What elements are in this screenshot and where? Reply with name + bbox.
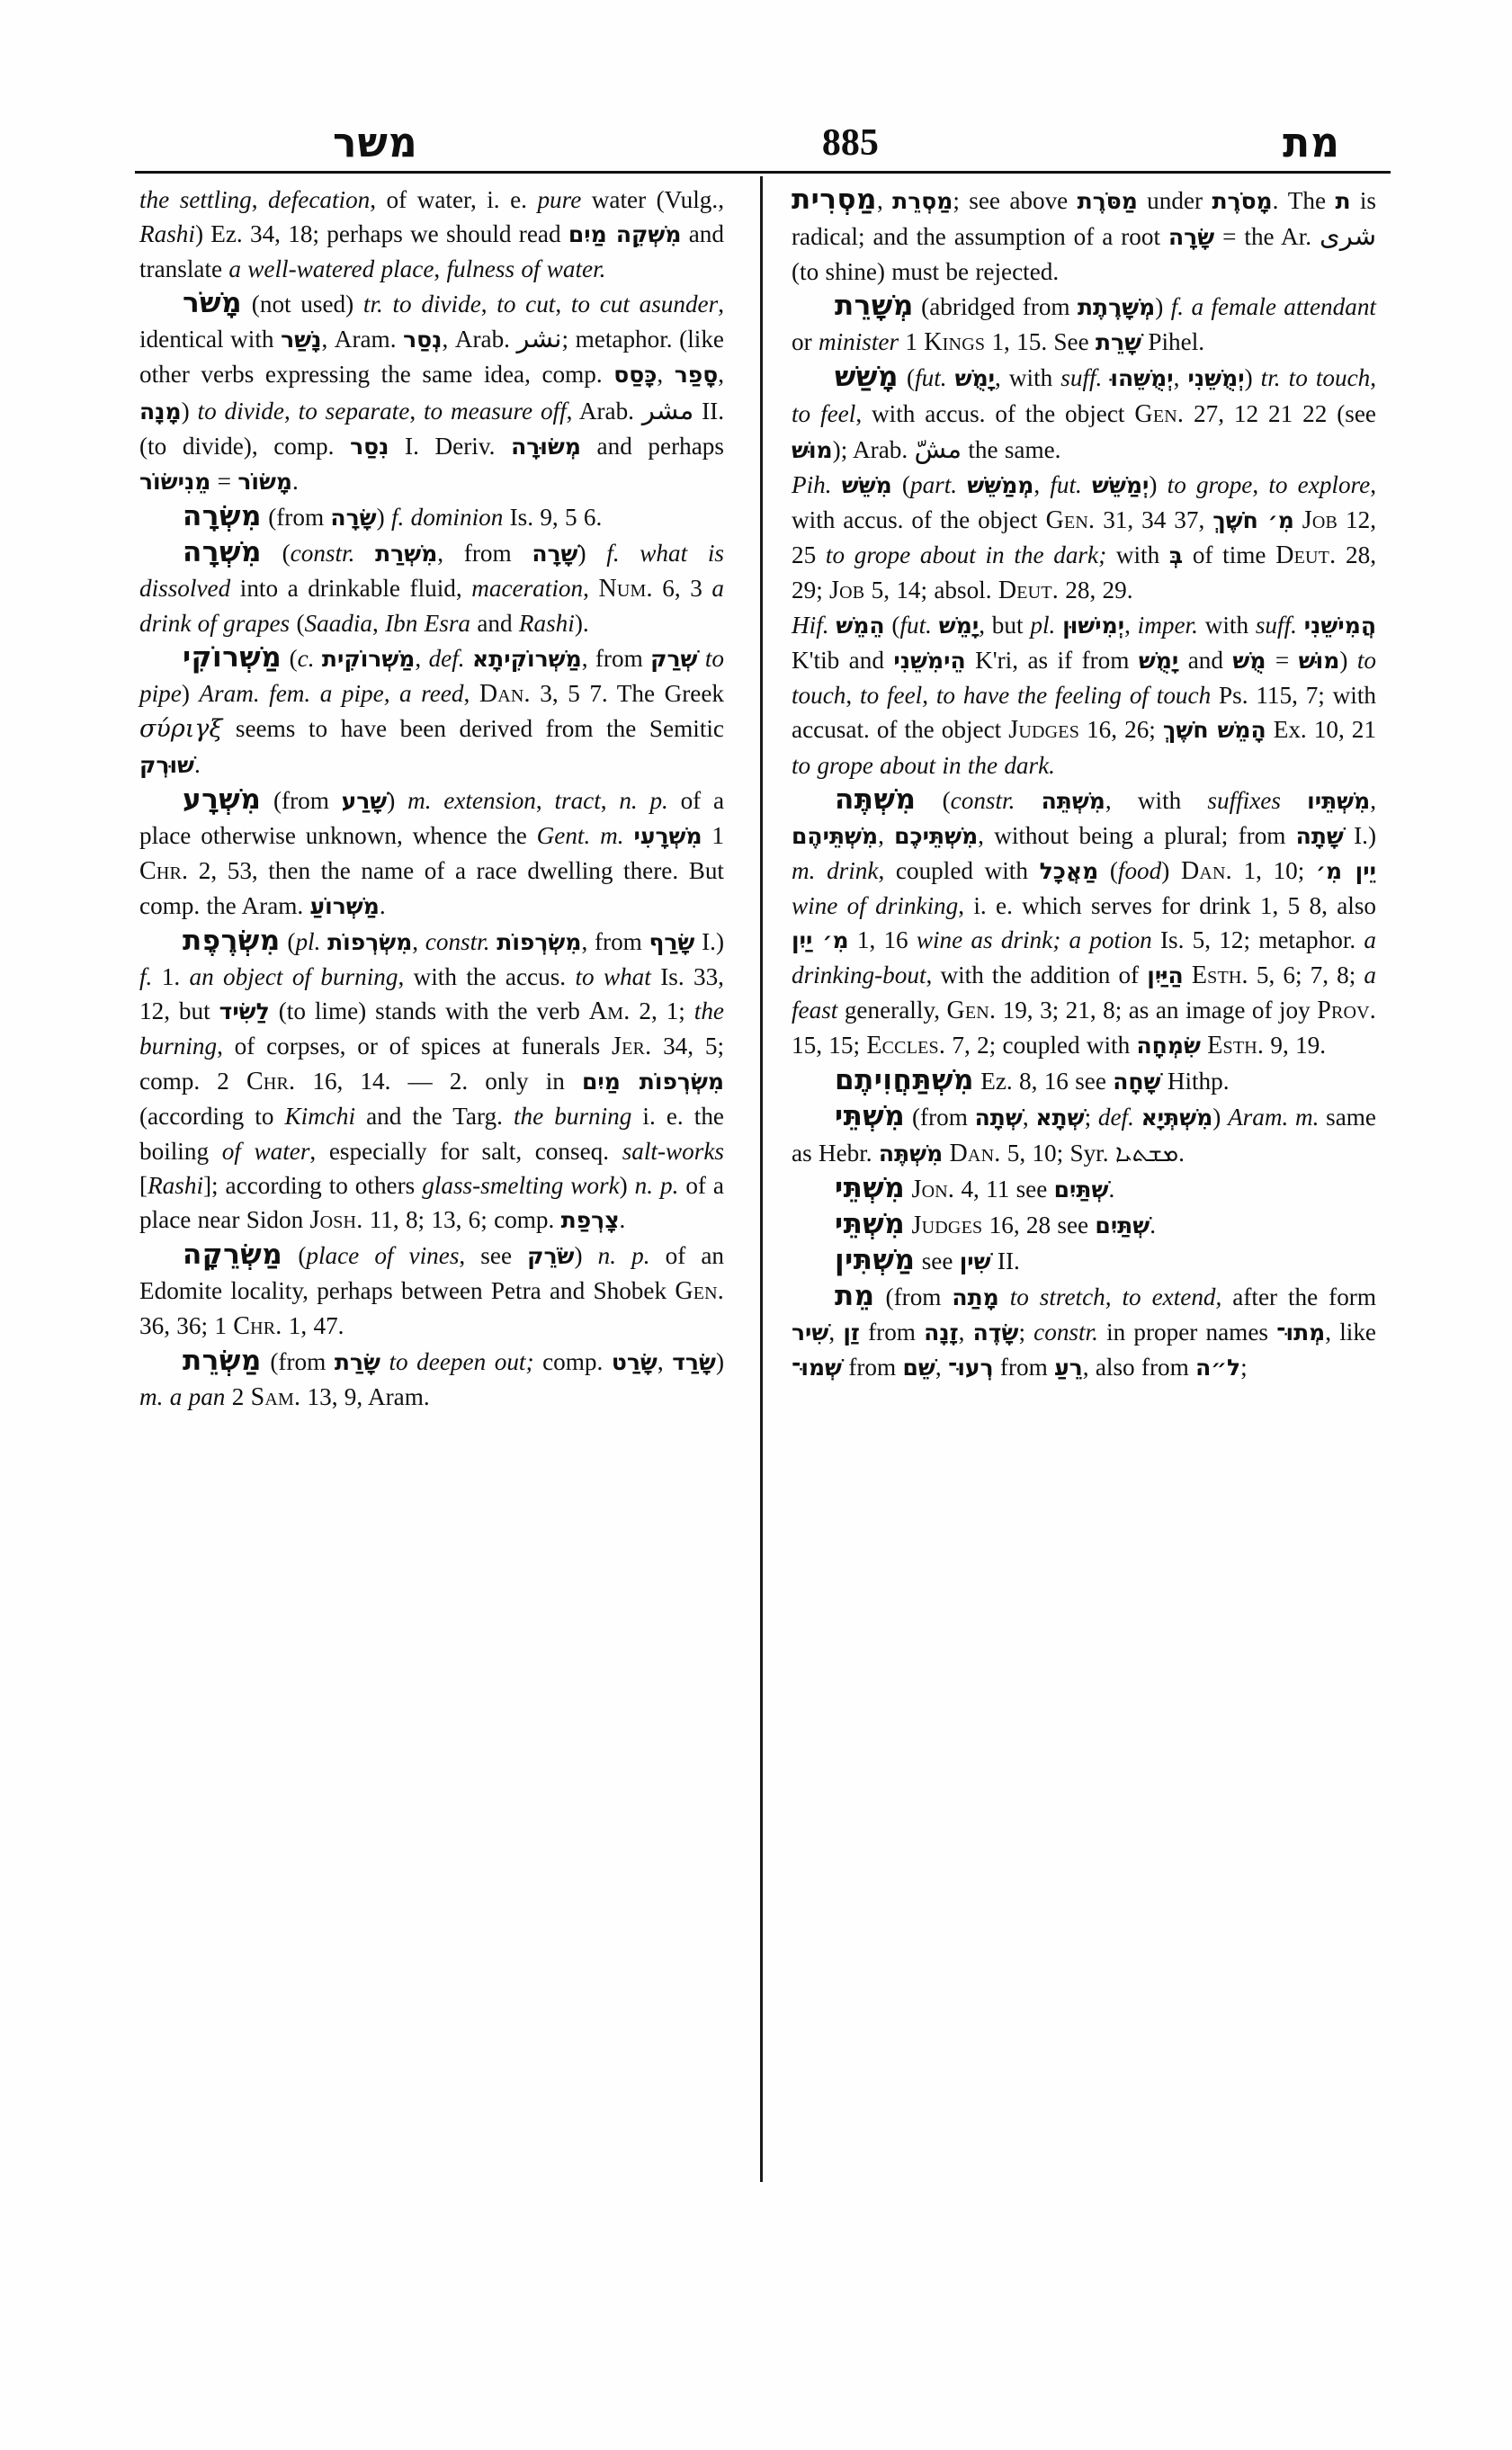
entry-lemma: מֵת xyxy=(835,1279,875,1312)
page-number: 885 xyxy=(821,122,879,164)
entry-lemma: מָשֹׁר xyxy=(183,287,243,320)
entry-lemma: מִשְׂרָה xyxy=(183,499,262,532)
entry-lemma: מִשְׁרָע xyxy=(183,782,262,816)
dictionary-entry-masreth: מַשְׂרֵת (from שָׂרַת to deepen out; comp. שָׂרַט, שָׂרַד) m. a pan 2 Sam. 13, 9, Aram. xyxy=(139,1345,724,1412)
dictionary-entry-mishteh: מִשְׁתֶּה (constr. מִשְׁתֵּה, with suffixes מִשְׁתֵּיו, מִשְׁתֵּיהֶם, מִשְׁתֵּיכֶם, without being a plural; from שָׁתָה I.) m. drink, coupled with מַאֲכָל (food) Dan. 1, 10; יֵין מִ׳ wine of drinking, i. e. which serves for drink 1, 5 8, also מִ׳ יַיִן 1, 16 wine as drink; a potion Is. 5, 12; metaphor. a drinking-bout, with the addition of הַיַּיִן Esth. 5, 6; 7, 8; a feast generally, Gen. 19, 3; 21, 8; as an image of joy Prov. 15, 15; Eccles. 7, 2; coupled with שִׂמְחָה Esth. 9, 19. xyxy=(792,782,1377,1060)
dictionary-entry-mishra: מִשְׁרָע (from שָׁרַע) m. extension, tract, n. p. of a place otherwise unknown, whence the Gent. m. מִשְׁרָעִי 1 Chr. 2, 53, then the name of a race dwelling there. But comp. the Aram. מַשְׁרוֹעַ. xyxy=(139,782,725,919)
dictionary-entry-misrah: מִשְׂרָה (from שָׂרָה) f. dominion Is. 9, 5 6. xyxy=(183,499,603,532)
guideword-left: משר xyxy=(333,119,418,168)
entry-lemma: מִשְׁתֵּי xyxy=(835,1207,906,1240)
entry-lemma: מִשְׁתֶּה xyxy=(835,782,917,816)
header-rule xyxy=(135,171,1391,174)
dictionary-entry-mishrah: מִשְׁרָה (constr. מִשְׁרַת, from שָׁרָה) f. what is dissolved into a drinkable fluid, maceration, Num. 6, 3 a drink of grapes (Saadia, Ibn Esra and Rashi). xyxy=(139,535,725,638)
entry-lemma: מִשְׁתֵּי xyxy=(835,1171,906,1204)
entry-lemma: מַשְׁתִּין xyxy=(835,1243,916,1276)
dictionary-entry-mashtin: מַשְׁתִּין see שִׁין II. xyxy=(835,1243,1020,1276)
dictionary-entry-mesharath: מְשָׁרֵת (abridged from מְשָׁרֶתֶת) f. a female attendant or minister 1 Kings 1, 15. See שָׁרֵת Pihel. xyxy=(792,290,1376,357)
left-column xyxy=(139,183,724,1415)
entry-lemma: מַשְׂרֵת xyxy=(183,1345,262,1378)
dictionary-entry-mashash-hifil: Hif. הֵמֵשׁ (fut. יָמֵשׁ, but pl. יְמִישׁוּן, imper. with suff. הֲמִישֵׁנִי K'tib and הֵימִשֵׁנִי K'ri, as if from יָמֻשׁ and מֻשׁ = מוּשׁ) to touch, to feel, to have the feeling of touch Ps. 115, 7; with accusat. of the object Judges 16, 26; הָמֵשׁ חֹשֶׁךְ Ex. 10, 21 to grope about in the dark. xyxy=(792,612,1377,779)
entry-lemma: מִשְׁתַּחֲוִיתֶם xyxy=(835,1064,974,1097)
entry-lemma: מַסְרִית xyxy=(792,183,877,216)
dictionary-entry-mashash-pihel: Pih. מִשֵּׁשׁ (part. מְמַשֵּׁשׁ, fut. יְמַשֵּׁשׁ) to grope, to explore, with accus. of the object Gen. 31, 34 37, מִ׳ חֹשֶׁךְ Job 12, 25 to grope about in the dark; with בְּ of time Deut. 28, 29; Job 5, 14; absol. Deut. 28, 29. xyxy=(792,470,1377,605)
dictionary-entry-mishtei-jonah: מִשְׁתֵּי Jon. 4, 11 see שְׁתַּיִם. xyxy=(835,1171,1115,1204)
dictionary-entry-continuation: the settling, defecation, of water, i. e. pure water (Vulg., Rashi) Ez. 34, 18; perhaps we should read מִשְׁקֵה מַיִם and translate a well-watered place, fulness of water. xyxy=(139,186,724,283)
dictionary-entry-mashroqi: מַשְׁרוֹקִי (c. מַשְׁרוֹקִית, def. מַשְׁרוֹקִיתָא, from שְׁרַק to pipe) Aram. fem. a pipe, a reed, Dan. 3, 5 7. The Greek σύριγξ seems to have been derived from the Semitic שׁוּרְק. xyxy=(139,641,725,778)
guideword-right: מת xyxy=(1283,119,1340,168)
entry-lemma: מִשְׁתֵּי xyxy=(835,1100,906,1133)
dictionary-entry-mashor: מָשֹׁר (not used) tr. to divide, to cut, to cut asunder, identical with נָשַׁר, Aram. נְסַר, Arab. نشر; metaphor. (like other verbs expressing the same idea, comp. כָּסַס, סָפַר, מָנָה) to divide, to separate, to measure off, Arab. مشر II. (to divide), comp. נִסַר I. Deriv. מְשׂוּרָה and perhaps מֵנִישׂוֹר = מָשׂוֹר. xyxy=(139,287,725,495)
entry-lemma: מִשְׁרָה xyxy=(183,535,262,568)
dictionary-entry-mishtachavitham: מִשְׁתַּחֲוִיתֶם Ez. 8, 16 see שָׁחָה Hithp. xyxy=(835,1064,1230,1097)
entry-lemma: מַשְׂרֵקָה xyxy=(183,1238,283,1271)
dictionary-entry-mashash: מָשַׁשׁ (fut. יָמֻשׁ, with suff. יְמֻשֵּׁהוּ, יְמֻשֵּׁנִי) tr. to touch, to feel, with accus. of the object Gen. 27, 12 21 22 (see מוּשׁ); Arab. مشّ the same. xyxy=(792,361,1377,464)
dictionary-entry-mishtei-aram: מִשְׁתֵּי (from שְׁתָה, שְׁתָא; def. מִשְׁתְּיָא) Aram. m. same as Hebr. מִשְׁתֶּה Dan. 5, 10; Syr. ܡܫܬܝܐ. xyxy=(792,1100,1376,1167)
entry-lemma: מַשְׁרוֹקִי xyxy=(183,641,282,675)
right-column xyxy=(792,183,1376,1385)
dictionary-entry-meth: מֵת (from מָתַה to stretch, to extend, after the form שִׁיר, זַן from זָנָה, שָׂדֶה; constr. in proper names מְתוּ־, like שְׁמוּ־ from שֵׁם, רְעוּ־ from רֵעַ, also from ל״ה; xyxy=(792,1279,1377,1381)
dictionary-entry-mishtei-judges: מִשְׁתֵּי Judges 16, 28 see שְׁתַּיִם. xyxy=(835,1207,1157,1240)
entry-lemma: מָשַׁשׁ xyxy=(835,361,899,394)
dictionary-entry-masreqah: מַשְׂרֵקָה (place of vines, see שֹׂרֵק) n. p. of an Edomite locality, perhaps between Petra and Shobek Gen. 36, 36; 1 Chr. 1, 47. xyxy=(139,1238,724,1340)
entry-lemma: מְשָׁרֵת xyxy=(835,290,914,323)
running-head xyxy=(139,97,1390,168)
dictionary-entry-masriyth: מַסְרִית, מַסְרֵת; see above מַסֹּרֶת under מָסֹרֶת. The ת is radical; and the assumption of a root שָׂרָה = the Ar. شرى (to shine) must be rejected. xyxy=(792,183,1377,286)
entry-lemma: מִשְׂרֶפֶת xyxy=(183,924,281,957)
column-divider-rule xyxy=(760,176,763,2182)
dictionary-entry-misrepheth: מִשְׂרֶפֶת (pl. מִשְׂרְפוֹת, constr. מִשְׂרְפוֹת, from שָׂרַף I.) f. 1. an object of burning, with the accus. to what Is. 33, 12, but לַשִׂיד (to lime) stands with the verb Am. 2, 1; the burning, of corpses, or of spices at funerals Jer. 34, 5; comp. 2 Chr. 16, 14. — 2. only in מִשְׂרְפוֹת מַיִם (according to Kimchi and the Targ. the burning i. e. the boiling of water, especially for salt, conseq. salt-works [Rashi]; according to others glass-smelting work) n. p. of a place near Sidon Josh. 11, 8; 13, 6; comp. צָרְפַת. xyxy=(139,924,725,1234)
